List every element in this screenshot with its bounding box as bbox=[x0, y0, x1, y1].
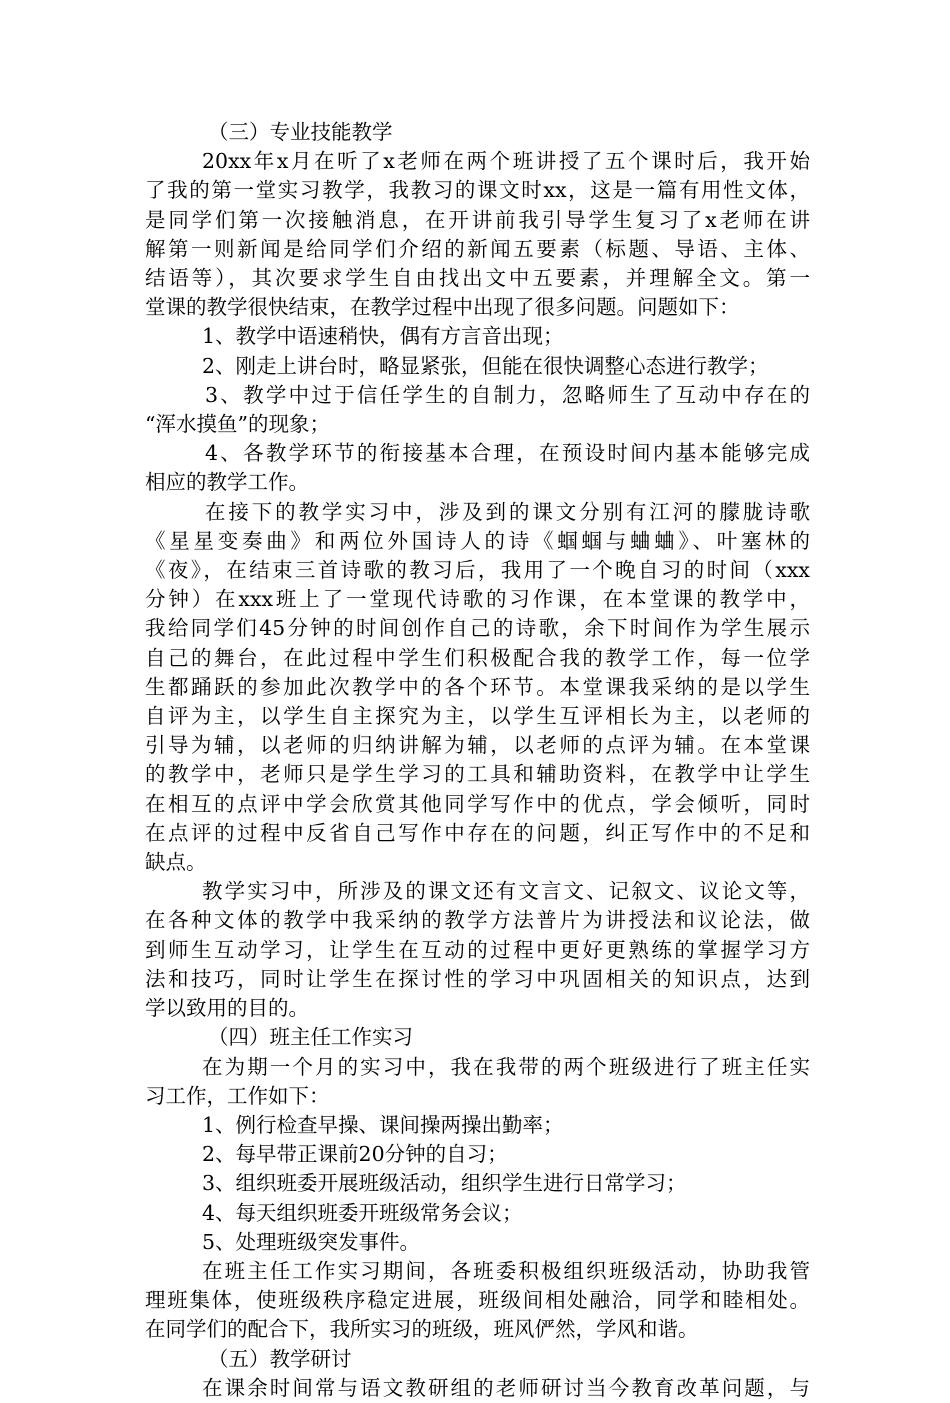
text-line: 是同学们第一次接触消息，在开讲前我引导学生复习了x老师在讲 bbox=[145, 207, 810, 232]
document-body bbox=[145, 118, 810, 1403]
text-line: 1、例行检查早操、课间操两操出勤率； bbox=[202, 1112, 564, 1137]
text-line: 法和技巧，同时让学生在探讨性的学习中巩固相关的知识点，达到 bbox=[145, 966, 810, 991]
text-line: 生都踊跃的参加此次教学中的各个环节。本堂课我采纳的是以学生 bbox=[145, 674, 810, 699]
text-line: 解第一则新闻是给同学们介绍的新闻五要素（标题、导语、主体、 bbox=[145, 236, 810, 261]
text-line: 自评为主，以学生自主探究为主，以学生互评相长为主，以老师的 bbox=[145, 704, 810, 729]
text-line: 在接下的教学实习中，涉及到的课文分别有江河的朦胧诗歌 bbox=[205, 499, 810, 524]
text-line: 的教学中，老师只是学生学习的工具和辅助资料，在教学中让学生 bbox=[145, 762, 810, 787]
text-line: （四）班主任工作实习 bbox=[208, 1025, 413, 1050]
text-line: 我给同学们45分钟的时间创作自己的诗歌，余下时间作为学生展示 bbox=[145, 616, 810, 641]
text-line: 学以致用的目的。 bbox=[145, 996, 309, 1021]
text-line: 在课余时间常与语文教研组的老师研讨当今教育改革问题，与 bbox=[202, 1375, 810, 1400]
text-line: 分钟）在xxx班上了一堂现代诗歌的习作课，在本堂课的教学中， bbox=[145, 587, 810, 612]
text-line: 教学实习中，所涉及的课文还有文言文、记叙文、议论文等， bbox=[202, 879, 810, 904]
text-line: 堂课的教学很快结束，在教学过程中出现了很多问题。问题如下： bbox=[145, 295, 740, 320]
text-line: 习工作，工作如下： bbox=[145, 1083, 330, 1108]
text-line: 在同学们的配合下，我所实习的班级，班风俨然，学风和谐。 bbox=[145, 1317, 699, 1342]
text-line: 3、教学中过于信任学生的自制力，忽略师生了互动中存在的 bbox=[205, 382, 810, 407]
text-line: （五）教学研讨 bbox=[208, 1346, 352, 1371]
text-line: 2、每早带正课前20分钟的自习； bbox=[202, 1142, 508, 1167]
text-line: 3、组织班委开展班级活动，组织学生进行日常学习； bbox=[202, 1171, 687, 1196]
text-line: 5、处理班级突发事件。 bbox=[202, 1229, 421, 1254]
text-line: “浑水摸鱼”的现象； bbox=[145, 412, 330, 437]
text-line: 《夜》，在结束三首诗歌的教习后，我用了一个晚自习的时间（xxx bbox=[145, 558, 810, 583]
text-line: 在为期一个月的实习中，我在我带的两个班级进行了班主任实 bbox=[202, 1054, 810, 1079]
text-line: 在各种文体的教学中我采纳的教学方法普片为讲授法和议论法，做 bbox=[145, 908, 810, 933]
text-line: 4、各教学环节的衔接基本合理，在预设时间内基本能够完成 bbox=[205, 441, 810, 466]
text-line: 自己的舞台，在此过程中学生们积极配合我的教学工作，每一位学 bbox=[145, 645, 810, 670]
text-line: 1、教学中语速稍快，偶有方言音出现； bbox=[202, 324, 564, 349]
text-line: （三）专业技能教学 bbox=[208, 120, 393, 144]
text-line: 在班主任工作实习期间，各班委积极组织班级活动，协助我管 bbox=[202, 1258, 810, 1283]
text-line: 了我的第一堂实习教学，我教习的课文时xx，这是一篇有用性文体， bbox=[145, 178, 810, 203]
text-line: 引导为辅，以老师的归纳讲解为辅，以老师的点评为辅。在本堂课 bbox=[145, 733, 810, 758]
text-line: 到师生互动学习，让学生在互动的过程中更好更熟练的掌握学习方 bbox=[145, 937, 810, 962]
text-line: 缺点。 bbox=[145, 850, 207, 875]
text-line: 理班集体，使班级秩序稳定进展，班级间相处融洽，同学和睦相处。 bbox=[145, 1288, 810, 1313]
text-line: 在相互的点评中学会欣赏其他同学写作中的优点，学会倾听，同时 bbox=[145, 791, 810, 816]
text-line: 结语等），其次要求学生自由找出文中五要素，并理解全文。第一 bbox=[145, 266, 810, 291]
text-line: 相应的教学工作。 bbox=[145, 470, 309, 495]
text-line: 4、每天组织班委开班级常务会议； bbox=[202, 1200, 523, 1225]
text-line: 《星星变奏曲》和两位外国诗人的诗《蝈蝈与蛐蛐》、叶塞林的 bbox=[145, 528, 810, 553]
text-line: 在点评的过程中反省自己写作中存在的问题，纠正写作中的不足和 bbox=[145, 820, 810, 845]
text-line: 2、刚走上讲台时，略显紧张，但能在很快调整心态进行教学； bbox=[202, 353, 769, 378]
text-line: 20xx年x月在听了x老师在两个班讲授了五个课时后，我开始 bbox=[202, 149, 810, 174]
